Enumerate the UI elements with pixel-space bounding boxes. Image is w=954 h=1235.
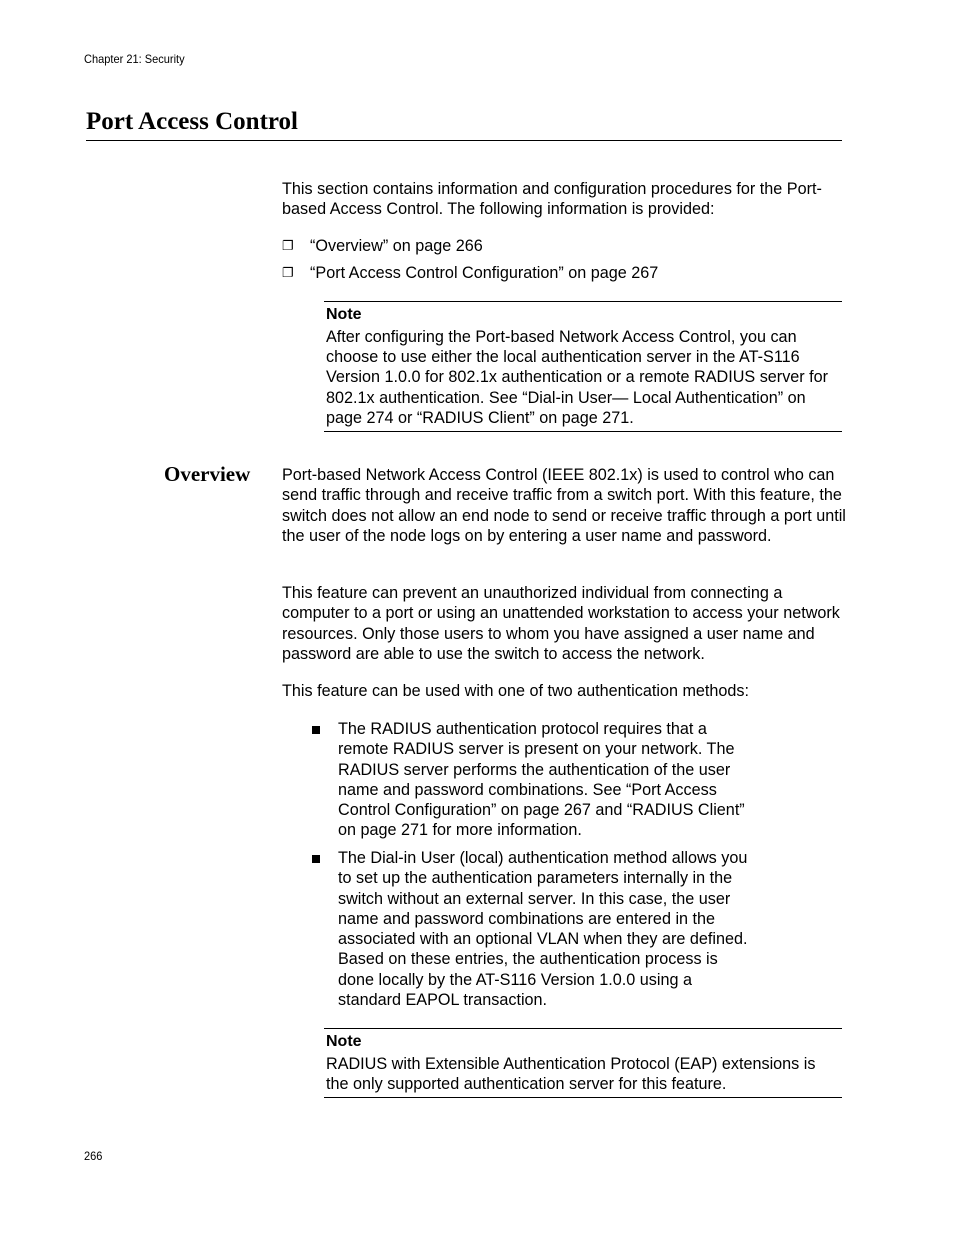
method-radius: The RADIUS authentication protocol requires that a remote RADIUS server is present on your network. The RADIUS server performs the authentication of the user name and password combinations. See “Port Access Control Configuration” on page 267 and “RADIUS Client” on page 271 for more information. bbox=[338, 720, 745, 840]
intro-paragraph: This section contains information and configuration procedures for the Port-based Access Control. The following information is provided: bbox=[282, 180, 822, 219]
checkbox-bullet-icon: ❐ bbox=[282, 265, 294, 280]
title-rule bbox=[86, 140, 842, 141]
note-box bbox=[324, 1028, 842, 1098]
note-label: Note bbox=[326, 1033, 362, 1050]
link-port-access-control-configuration[interactable]: “Port Access Control Configuration” on page 267 bbox=[310, 264, 659, 282]
method-dial-in-user: The Dial-in User (local) authentication method allows you to set up the authentication parameters internally in the switch without an external server. In this case, the user name and password combinations are entered in the associated with an optional VLAN when they are defined. Based on these entries, the authentication process is done locally by the AT-S116 Version 1.0.0 using a standard EAPOL transaction. bbox=[338, 849, 748, 1010]
overview-heading: Overview bbox=[164, 462, 251, 486]
overview-paragraph-1: Port-based Network Access Control (IEEE 802.1x) is used to control who can send traffic through and receive traffic from a switch port. With this feature, the switch does not allow an end node to send or receive traffic through a port until the user of the node logs on by entering a user name and password. bbox=[282, 466, 846, 546]
checkbox-bullet-icon: ❐ bbox=[282, 238, 294, 253]
note-box bbox=[324, 301, 842, 432]
page-title: Port Access Control bbox=[86, 108, 298, 135]
running-head: Chapter 21: Security bbox=[84, 52, 185, 66]
page-number: 266 bbox=[84, 1149, 103, 1163]
link-overview[interactable]: “Overview” on page 266 bbox=[310, 237, 483, 255]
overview-paragraph-3: This feature can be used with one of two authentication methods: bbox=[282, 682, 750, 700]
note-body: After configuring the Port-based Network Access Control, you can choose to use either the local authentication server in the AT-S116 Version 1.0.0 for 802.1x authentication or a remote RADIUS server for 802.1x authentication. See “Dial-in User— Local Authentication” on page 274 or “RADIUS Client” on page 271. bbox=[326, 328, 829, 427]
square-bullet-icon bbox=[312, 855, 320, 863]
overview-paragraph-2: This feature can prevent an unauthorized individual from connecting a computer to a port or using an unattended workstation to access your network resources. Only those users to whom you have assigned a user name and password are able to use the switch to access the network. bbox=[282, 584, 840, 664]
note-label: Note bbox=[326, 306, 362, 323]
note-body: RADIUS with Extensible Authentication Protocol (EAP) extensions is the only supported authentication server for this feature. bbox=[326, 1055, 816, 1094]
square-bullet-icon bbox=[312, 726, 320, 734]
